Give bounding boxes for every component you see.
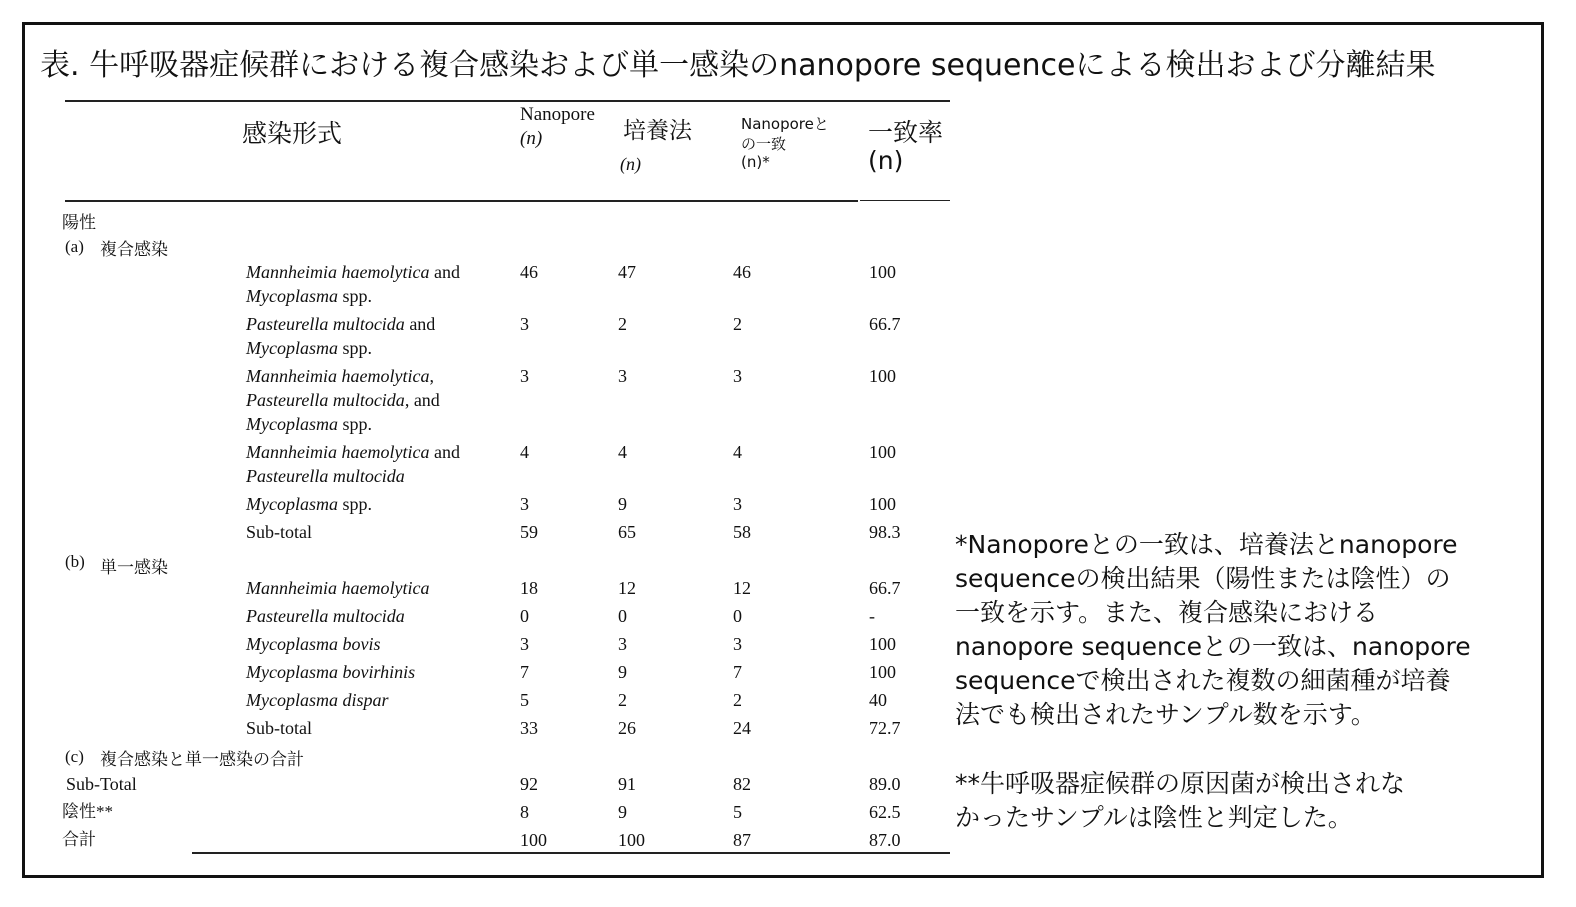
cell-culture: 2: [618, 690, 627, 710]
header-culture-n: (n): [620, 154, 641, 174]
cell-agreement: 82: [733, 774, 751, 794]
footnote-line: **牛呼吸器症候群の原因菌が検出されな: [955, 769, 1406, 798]
subtotal-label: Sub-total: [246, 522, 312, 542]
header-type: 感染形式: [242, 119, 343, 148]
organism-name-line: [246, 364, 434, 388]
cell-culture: 91: [618, 774, 636, 794]
organism-species: Mannheimia haemolytica: [246, 442, 430, 462]
organism-species: Mycoplasma bovis: [246, 634, 381, 654]
cell-agreement: 4: [733, 442, 742, 462]
organism-species: Mycoplasma: [246, 414, 338, 434]
organism-species: Mycoplasma: [246, 494, 338, 514]
cell-rate: 87.0: [869, 830, 901, 850]
organism-species: Pasteurella multocida: [246, 314, 405, 334]
footnote-line: sequenceで検出された複数の細菌種が培養: [955, 666, 1451, 695]
cell-culture: 26: [618, 718, 636, 738]
organism-name-line: [246, 464, 405, 488]
organism-species: Mannheimia haemolytica: [246, 262, 430, 282]
footnote-line: nanopore sequenceとの一致は、nanopore: [955, 632, 1471, 661]
organism-suffix: , and: [404, 390, 440, 410]
section-positive: 陽性: [62, 213, 96, 233]
header-rate: 一致率: [868, 118, 944, 147]
organism-name-line: [246, 688, 389, 712]
cell-culture: 3: [618, 366, 627, 386]
cell-rate: 40: [869, 690, 887, 710]
organism-name-line: [246, 260, 460, 284]
organism-species: Pasteurella multocida: [246, 606, 405, 626]
cell-agreement: 0: [733, 606, 742, 626]
organism-suffix: and: [404, 314, 436, 334]
top-rule: [65, 100, 950, 102]
cell-culture: 9: [618, 662, 627, 682]
header-culture: 培養法: [623, 118, 692, 144]
cell-culture: 4: [618, 442, 627, 462]
cell-nanopore: 18: [520, 578, 538, 598]
organism-suffix: spp.: [337, 494, 372, 514]
section-c-tag: (c): [65, 747, 84, 766]
cell-rate: 100: [869, 662, 896, 682]
footnote-line: 一致を示す。また、複合感染における: [955, 598, 1379, 627]
cell-agreement: 87: [733, 830, 751, 850]
organism-species: Mycoplasma bovirhinis: [246, 662, 416, 682]
header-bottom-rule-right: [860, 200, 950, 201]
organism-species: Mycoplasma: [246, 286, 338, 306]
cell-culture: 12: [618, 578, 636, 598]
cell-rate: 62.5: [869, 802, 901, 822]
organism-suffix: ,: [429, 366, 434, 386]
organism-species: Mannheimia haemolytica: [246, 366, 430, 386]
organism-name-line: [246, 604, 405, 628]
cell-culture: 47: [618, 262, 636, 282]
total-label: Sub-Total: [66, 774, 137, 794]
cell-agreement: 5: [733, 802, 742, 822]
cell-nanopore: 92: [520, 774, 538, 794]
organism-name-line: [246, 336, 372, 360]
section-a-tag: (a): [65, 237, 84, 256]
cell-nanopore: 7: [520, 662, 529, 682]
cell-nanopore: 3: [520, 634, 529, 654]
cell-agreement: 2: [733, 690, 742, 710]
cell-rate: 72.7: [869, 718, 901, 738]
organism-species: Mycoplasma dispar: [246, 690, 389, 710]
cell-culture: 2: [618, 314, 627, 334]
organism-name-line: [246, 492, 372, 516]
cell-nanopore: 8: [520, 802, 529, 822]
table-title: 表. 牛呼吸器症候群における複合感染および単一感染のnanopore sequenceによる検出および分離結果: [40, 48, 1436, 83]
header-agree-1: Nanoporeと: [741, 115, 829, 133]
cell-agreement: 7: [733, 662, 742, 682]
cell-rate: 100: [869, 634, 896, 654]
header-nanopore-n: (n): [520, 128, 543, 149]
cell-culture: 9: [618, 802, 627, 822]
cell-culture: 65: [618, 522, 636, 542]
cell-agreement: 2: [733, 314, 742, 334]
cell-agreement: 12: [733, 578, 751, 598]
cell-agreement: 3: [733, 634, 742, 654]
total-label: 陰性**: [62, 802, 113, 821]
section-b-label: 単一感染: [100, 558, 168, 578]
cell-agreement: 3: [733, 366, 742, 386]
cell-culture: 100: [618, 830, 645, 850]
cell-agreement: 58: [733, 522, 751, 542]
organism-species: Pasteurella multocida: [246, 390, 405, 410]
cell-rate: 98.3: [869, 522, 901, 542]
cell-rate: -: [869, 606, 875, 626]
cell-nanopore: 3: [520, 494, 529, 514]
cell-nanopore: 33: [520, 718, 538, 738]
cell-agreement: 3: [733, 494, 742, 514]
subtotal-label: Sub-total: [246, 718, 312, 738]
section-c-label: 複合感染と単一感染の合計: [100, 750, 304, 770]
organism-name-line: [246, 632, 380, 656]
footnote-line: sequenceの検出結果（陽性または陰性）の: [955, 564, 1451, 593]
cell-nanopore: 100: [520, 830, 547, 850]
organism-suffix: spp.: [337, 414, 372, 434]
section-b-tag: (b): [65, 552, 85, 571]
organism-name-line: [246, 312, 435, 336]
cell-nanopore: 0: [520, 606, 529, 626]
cell-rate: 100: [869, 442, 896, 462]
header-rate-n: (n): [868, 146, 904, 175]
cell-culture: 0: [618, 606, 627, 626]
header-agree-3: (n)*: [741, 153, 770, 171]
organism-species: Mannheimia haemolytica: [246, 578, 430, 598]
cell-nanopore: 5: [520, 690, 529, 710]
total-label: 合計: [62, 830, 96, 849]
cell-rate: 89.0: [869, 774, 901, 794]
cell-nanopore: 4: [520, 442, 529, 462]
cell-nanopore: 3: [520, 314, 529, 334]
bottom-rule: [192, 852, 950, 854]
organism-name-line: [246, 576, 429, 600]
footnote-line: *Nanoporeとの一致は、培養法とnanopore: [955, 530, 1458, 559]
organism-species: Pasteurella multocida: [246, 466, 405, 486]
cell-nanopore: 3: [520, 366, 529, 386]
header-bottom-rule: [65, 200, 858, 202]
cell-rate: 100: [869, 262, 896, 282]
organism-name-line: [246, 284, 372, 308]
organism-suffix: and: [429, 442, 460, 462]
organism-suffix: spp.: [337, 286, 372, 306]
cell-nanopore: 59: [520, 522, 538, 542]
cell-rate: 100: [869, 366, 896, 386]
organism-species: Mycoplasma: [246, 338, 338, 358]
organism-name-line: [246, 388, 440, 412]
cell-nanopore: 46: [520, 262, 538, 282]
cell-rate: 100: [869, 494, 896, 514]
organism-name-line: [246, 440, 460, 464]
organism-suffix: spp.: [337, 338, 372, 358]
footnote-line: 法でも検出されたサンプル数を示す。: [955, 700, 1376, 729]
header-agree-2: の一致: [741, 135, 787, 153]
cell-agreement: 46: [733, 262, 751, 282]
cell-agreement: 24: [733, 718, 751, 738]
header-nanopore: Nanopore: [520, 104, 595, 125]
organism-suffix: and: [429, 262, 460, 282]
cell-culture: 3: [618, 634, 627, 654]
organism-name-line: [246, 660, 415, 684]
cell-culture: 9: [618, 494, 627, 514]
organism-name-line: [246, 412, 372, 436]
cell-rate: 66.7: [869, 578, 901, 598]
section-a-label: 複合感染: [100, 240, 168, 260]
cell-rate: 66.7: [869, 314, 901, 334]
footnote-line: かったサンプルは陰性と判定した。: [955, 803, 1353, 832]
